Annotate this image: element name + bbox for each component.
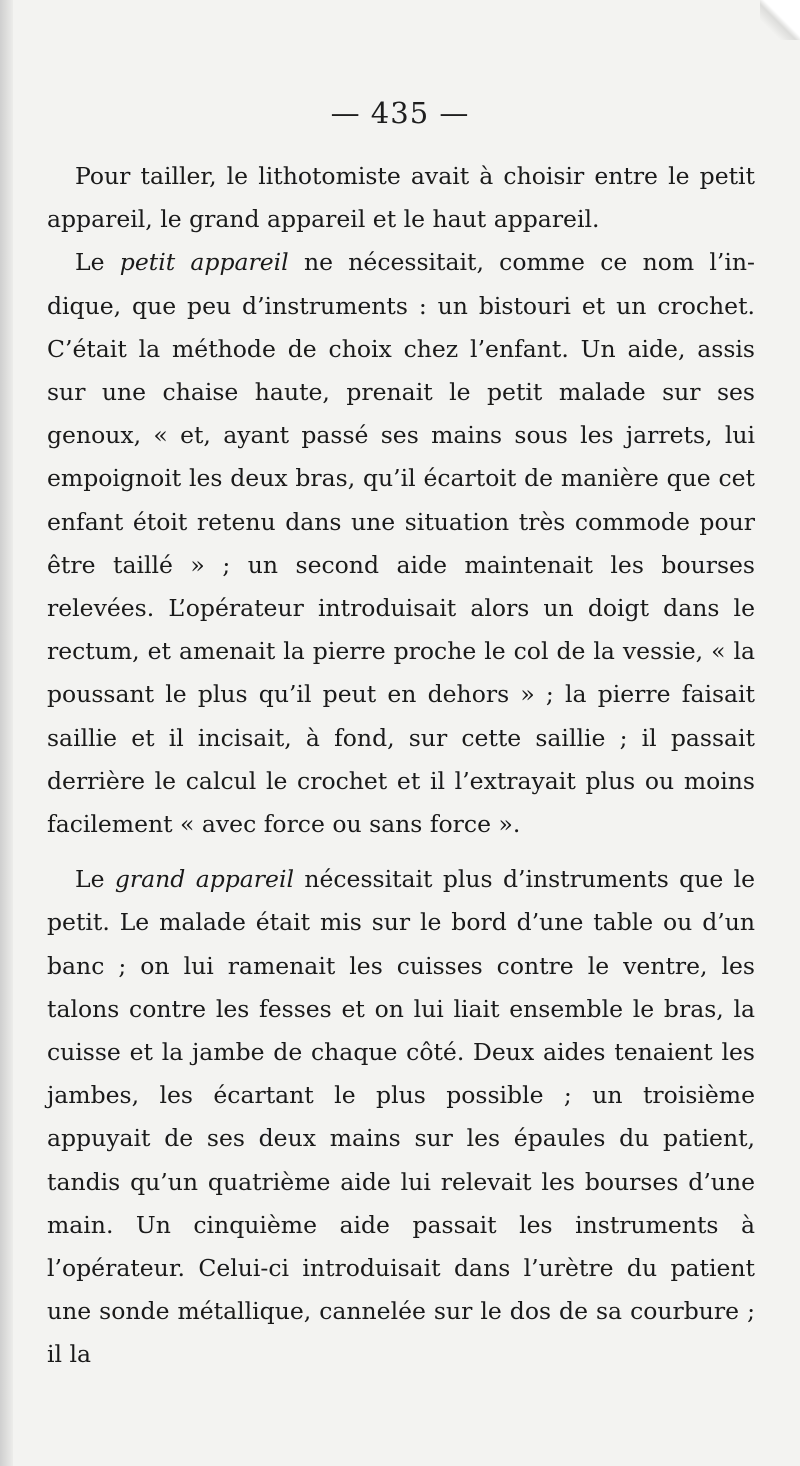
- text-run: Le: [75, 248, 120, 277]
- paragraph-2: [47, 241, 755, 846]
- italic-term: petit appareil: [119, 248, 289, 277]
- page-edge-shadow: [0, 0, 13, 1466]
- text-run: ne nécessitait, comme ce nom l’indique, que peu d’instruments : un bistouri et un crochet. C’était la méthode de choix chez l’enfant. Un aide, assis sur une chaise haute, prenait le petit malade sur ses genoux, « et, ayant passé ses mains sous les jarrets, lui empoignoit les deux bras, qu’il écartoit de manière que cet enfant étoit retenu dans une situation très commode pour être taillé » ; un second aide maintenait les bourses relevées. L’opérateur introduisait alors un doigt dans le rectum, et amenait la pierre proche le col de la vessie, « la poussant le plus qu’il peut en dehors » ; la pierre faisait saillie et il incisait, à fond, sur cette saillie ; il passait derrière le calcul le crochet et il l’extrayait plus ou moins facilement « avec force ou sans force ».: [47, 248, 755, 839]
- body-text: [47, 155, 755, 1377]
- page-corner: [760, 0, 800, 40]
- page-number: — 435 —: [330, 96, 470, 130]
- italic-term: grand appareil: [114, 865, 294, 894]
- text-run: nécessitait plus d’instruments que le petit. Le malade était mis sur le bord d’une table ou d’un banc ; on lui ramenait les cuisses contre le ventre, les talons contre les fesses et on lui liait ensemble le bras, la cuisse et la jambe de chaque côté. Deux aides tenaient les jambes, les écartant le plus possible ; un troisième appuyait de ses deux mains sur les épaules du patient, tandis qu’un quatrième aide lui relevait les bourses d’une main. Un cinquième aide passait les instruments à l’opérateur. Celui-ci introduisait dans l’urètre du patient une sonde métallique, cannelée sur le dos de sa courbure ; il la: [47, 865, 756, 1369]
- paragraph-1: [47, 155, 755, 241]
- text-run: Le: [75, 865, 115, 894]
- text-run: Pour tailler, le lithotomiste avait à choisir entre le petit appareil, le grand appareil et le haut appareil.: [47, 162, 755, 234]
- paragraph-3: [47, 858, 755, 1376]
